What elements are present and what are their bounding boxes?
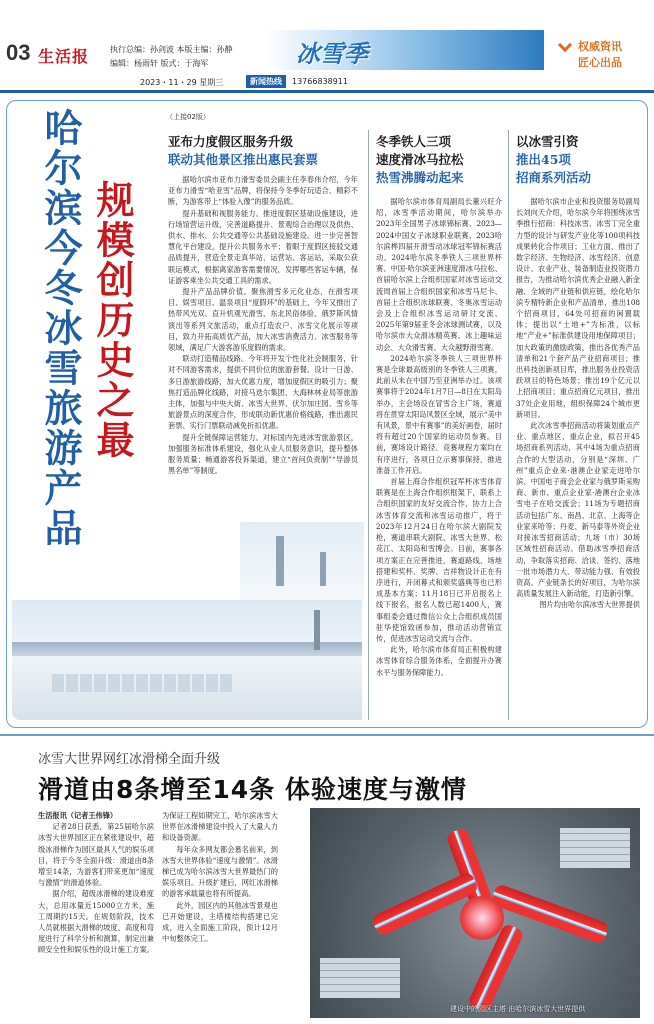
feature-headline: 滑道由8条增至14条 体验速度与激情 (38, 775, 467, 804)
column-divider (368, 130, 369, 720)
sub1-title-a: 亚布力度假区服务升级 (168, 134, 294, 149)
hotline-label: 新闻热线 (246, 75, 286, 88)
feature-photo (310, 808, 640, 1018)
slogan-icon (558, 38, 572, 52)
ice-blocks (52, 674, 232, 692)
byline-text: 生活报讯（记者王伟锋） (38, 811, 118, 820)
paragraph: 每年众多网友都会慕名前来，到冰雪大世界体验“速度与激情”。冰滑梯已成为哈尔滨冰雪大世界最热门的娱乐项目。升级扩建后，网红冰滑梯的游客承载量也将有所提高。 (162, 844, 278, 899)
feature-byline (38, 810, 154, 821)
paragraph: 此外，哈尔滨市体育局正积极构建冰雪体育综合服务体系，全面提升办赛水平与服务保障能力。 (376, 645, 502, 677)
tower-icon (314, 610, 320, 650)
feature-body (38, 810, 278, 1020)
sub2-title-a: 冬季铁人三项 (376, 134, 452, 149)
feature-kicker: 冰雪大世界网红冰滑梯全面升级 (38, 752, 221, 767)
paper-logo: 生活报 (38, 47, 90, 66)
paragraph: 据介绍，超级冰滑梯的建设难度大，总用冰量近15000立方米，施工周期约15天。在规划阶段，技术人员就根据大滑梯的坡度、高度和弯度进行了科学分析和测算，制定出兼顾安全性和娱乐性的设计施工方案。为保证工程如期完工，哈尔滨冰雪大世界在冰滑梯建设中投入了大量人力和设备资源。 (38, 811, 278, 955)
sub3-title-c: 招商系列活动 (516, 170, 592, 185)
paragraph: 联动打造精品线路。今年将开发个性化社会制服务，针对不同游客需求，提供不同价位的旅游套餐、设计一日游、多日游旅游线路，加大优惠力度，增加度假区的吸引力；聚焦打造品牌化线路，对接马迭尔集团、大海林林业局等旅游主体，加强与中央大街、冰雪大世界、伏尔加庄园、雪乡等旅游景点的深度合作，形成联动新优惠价格线路，推出惠民套票、实行门票联动减免折扣优惠。 (168, 354, 358, 431)
sub3-body (516, 196, 640, 716)
page-number: 03 (6, 40, 31, 65)
sub1-title-b: 联动其他景区推出惠民套票 (168, 152, 319, 167)
slide-hub (460, 896, 504, 940)
photo-credit: 图片均由哈尔滨冰雪大世界提供 (539, 600, 640, 610)
sub1-body (168, 174, 358, 524)
skyline (12, 642, 362, 656)
sub3-title-b: 推出45项 (516, 152, 571, 167)
credits-line-1: 执行总编：孙剑波 本版主编：孙静 (110, 45, 233, 54)
column-divider (508, 130, 509, 720)
hotline-number: 13766838911 (292, 77, 348, 86)
lead-headline-right: 规模创历史之最 (90, 180, 135, 460)
section-title: 冰雪季 (296, 40, 368, 68)
paragraph: 提升产品品牌价值。聚焦滑雪多元化业态，在滑雪项目、娱雪项目、温泉项目“度假环”的基础上，今年又推出了热带风光双、直升机观光滑雪、东北民俗体验、俄罗斯风情演出等系列文旅活动，重点打造农户、冰雪文化展示等项目，致力开拓高质优产品，加大冰雪消费活力、冰雪服务等领域，满足广大游客游乐度假的需求。 (168, 287, 358, 353)
paragraph: 提升基础和视服务能力。推进度假区基础设施建设，进行场馆营运升级，完善道路提升、景观综合治理以及供热、供水、排水、公共交通等公共基础设施建设。进一步完善智慧化平台建设，提升公共服务水平；着眼于度假区接驳交通品质提升，营造全景走真华站、运营站、客运站，采取公获联运模式，根据离家游客需要情况，发挥哪些客运车辆，保证游客乘坐公共交通工具的需求。 (168, 208, 358, 285)
ice-stack (320, 958, 400, 998)
masthead (0, 0, 654, 96)
ice-stack (560, 828, 630, 868)
tower-icon (320, 552, 326, 586)
sub2-body (376, 196, 502, 716)
continued-note: （上接02版） (166, 113, 210, 121)
sub3-title-a: 以冰雪引资 (516, 134, 579, 149)
feature-divider (0, 734, 654, 736)
paragraph: 记者28日获悉，第25届哈尔滨冰雪大世界园区正在紧张建设中，超级冰滑梯作为园区最具人气的娱乐项目，将于今冬全面升级：滑道由8条增至14条，为游客们带来更加“速度与激情”的滑道体验。 (38, 822, 154, 888)
slogan-line-2: 匠心出品 (578, 56, 622, 69)
credits-line-2: 编辑：杨雨轩 版式：于海军 (110, 59, 209, 68)
masthead-rule (0, 90, 654, 93)
sub2-title-b: 速度滑冰马拉松 (376, 152, 464, 167)
paragraph: 据哈尔滨市亚布力滑雪委员会副主任李春伟介绍，今年亚布力滑雪“哈亚雪”品牌，将保持今冬季好玩适合、精彩不断，为游客带上“体验入像”的服务品质。 (168, 175, 358, 207)
slogan-line-1: 权威资讯 (578, 40, 622, 53)
paragraph: 据哈尔滨市企业和投资服务局副局长刘向天介绍，哈尔滨今年将围绕冰雪季推行招商：科技冰雪、冰雪丁完全重力型的设计与研发产业化等100项科技成果转化合作项目；工业方面，推出了数字经济、生物经济、冰雪经济、创意设计、农业产业、装备制造业投资潜力报告，为推动哈尔滨优秀企业融入新金融、全域的产业链和供应链，绘化哈尔滨专精特新企业和产品清单，推出108个招商项目，64处可招商的闲置载体；提出以“土地+”为标准，以标地“产业+”标准供建设用地保障项目；加大政策的激励政策，推出各优秀产品清单和21个套产品产业招商项目；推出科技创新项目库，推出服务业投资活跃项目的特色场景；推出19个亿元以上招商项目；重点招商亿元项目，推出37处企业用地，组织保障24个城市更新项目。 (516, 197, 640, 419)
paragraph: 此次冰雪季招商活动将策划重点产业、重点地区、重点企业，拟召开45场招商系列活动，其中4场为重点招商合作的大型活动，分别是“深圳、广州”重点企业来·港澳企业家走进哈尔滨、中国电子商会企业家与俄罗斯采购商、新市、重点企业家·港澳台企业冰雪电子在哈交流会；11场为专题招商活动包括广东、南昌、北京、上海等企业家来哈等；丹麦、新马泰等外资企业对接冰雪招商活动；九场（市）30场区域性招商活动。借助冰雪季招商活动，争取落实招商、洽谈、签约、落地一批市场潜力大、带动能力强、有效投资高、产业链条长的好项目，为哈尔滨高质量发展注入新动能，打造新引擎。 (516, 421, 640, 599)
lead-headline-left: 哈尔滨今冬冰雪旅游产品 (38, 108, 83, 548)
photo-caption: 建设中的园区主塔 由哈尔滨冰雪大世界提供 (450, 1005, 586, 1013)
paragraph: 据哈尔滨市体育局副局长董兴旺介绍，冰雪季活动期间，哈尔滨举办2023年全国男子冰球锦标赛、2023—2024中国女子冰球职业联赛、2023哈尔滨桦四届开滑雪动冰球冠军锦标赛活动、2024哈尔滨冬季铁人三项世界杯赛、中国·哈尔滨亚洲速度滑冰马拉松、首届哈尔滨上合组织国家对冰雪运动交流周首届上合组织国家和冰雪马尼卡、首届上合组织冰球联赛、冬奥冰雪运动会及上合组织冰雪运动研讨交流、2025年第9届亚冬会冰球测试赛，以及哈尔滨市大众滑冰精英赛、冰上趣味运动会、大众滑雪赛、大众越野滑雪赛。 (376, 197, 502, 352)
lead-photo-2 (240, 522, 364, 600)
paragraph: 2024哈尔滨冬季铁人三项世界杯赛是全球最高级别的冬季铁人三项赛，此前从未在中国乃至亚洲举办过。该项赛事将于2024年1月7日—8日在太阳岛举办，主会场设在冒雪合主广场，赛道将在贯穿太阳岛风景区全域，展示“美中有风景，景中有赛事”的美好画卷，届时将有超过20个国家的运动员参赛。目前，赛场设计路径、竞赛规程方案均在有序进行，各项日立示赛事保持，推进准备工作开启。 (376, 353, 502, 475)
date-line: 2023・11・29 星期三 (140, 78, 224, 87)
paragraph: 首届上海合作组织冠军杯冰雪体育联赛是在上海合作组织框架下，联系上合组织国家的友好交流合作，协力上合冰雪体育交流和冰雪运动推广，将于2023年12月24日在哈尔滨大剧院发枪，赛道串联大剧院、冰雪大世界、松花江、太阳岛和雪博会。目前，赛事各项方案正在完善推进，赛道路线、场地搭建和奖杯、奖牌、吉祥物设计正在有序进行，开闭幕式和颁奖盛典等也已形成基本方案；11月18日已开启报名上线下报名，报名人数已超1400人，赛事组委会通过微信公众上合组织成员国驻华使馆致函参加，推动活动营销宣传，促进冰雪运动交流与合作。 (376, 477, 502, 643)
paragraph: 此外，园区内的其他冰雪景观也已开始建设，主塔楼结构搭建已完成，进入全面施工阶段，预计12月中旬整体完工。 (162, 900, 278, 944)
tower-icon (276, 536, 284, 586)
paragraph: 提升全链保障运营能力。对标国内先进冰雪旅游景区，加强服务标准体系建设，强化从业人员服务意识，提升整体服务质量；畅通游客投诉渠道，建立“首问负责制”“导游员黑名单”等制度。 (168, 432, 358, 476)
sub2-title-c: 热雪沸腾动起来 (376, 170, 464, 185)
lead-photo (12, 600, 362, 720)
